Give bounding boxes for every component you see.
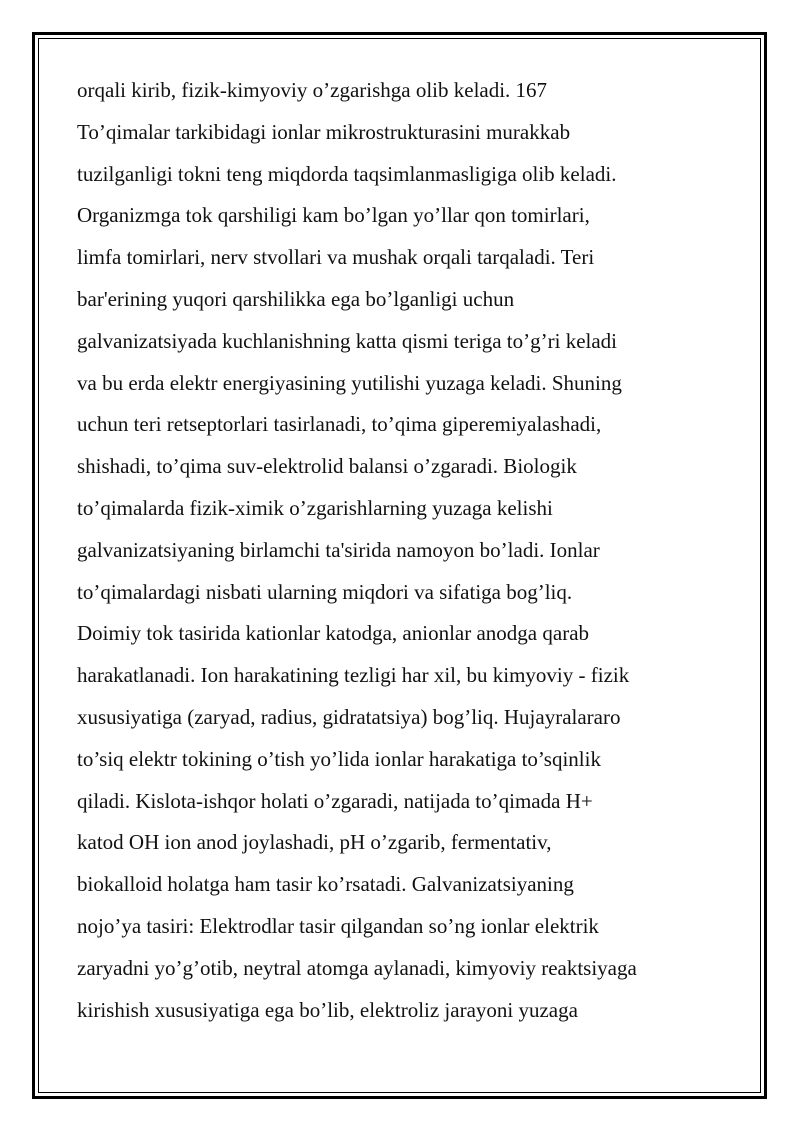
text-line: qiladi. Kislota-ishqor holati o’zgaradi, natijada to’qimada H+: [77, 788, 593, 813]
text-line: harakatlanadi. Ion harakatining tezligi har xil, bu kimyoviy - fizik: [77, 663, 630, 688]
text-line: zaryadni yo’g’otib, neytral atomga aylanadi, kimyoviy reaktsiyaga: [77, 955, 637, 980]
text-line: shishadi, to’qima suv-elektrolid balansi o’zgaradi. Biologik: [77, 454, 577, 479]
text-line: orqali kirib, fizik-kimyoviy o’zgarishga olib keladi. 167: [77, 78, 548, 102]
text-line: To’qimalar tarkibidagi ionlar mikrostrukturasini murakkab: [77, 119, 571, 144]
text-line: katod OH ion anod joylashadi, pH o’zgarib, fermentativ,: [77, 830, 552, 855]
text-line: xususiyatiga (zaryad, radius, gidratatsiya) bog’liq. Hujayralararo: [77, 704, 621, 729]
text-line: tuzilganligi tokni teng miqdorda taqsimlanmasligiga olib keladi.: [77, 161, 617, 186]
text-line: to’qimalardagi nisbati ularning miqdori va sifatiga bog’liq.: [77, 579, 573, 604]
text-line: galvanizatsiyada kuchlanishning katta qismi teriga to’g’ri keladi: [77, 328, 618, 353]
text-line: Doimiy tok tasirida kationlar katodga, anionlar anodga qarab: [77, 621, 590, 646]
text-line: va bu erda elektr energiyasining yutilishi yuzaga keladi. Shuning: [77, 370, 622, 395]
text-line: to’qimalarda fizik-ximik o’zgarishlarning yuzaga kelishi: [77, 495, 553, 520]
text-line: limfa tomirlari, nerv stvollari va mushak orqali tarqaladi. Teri: [77, 245, 595, 270]
text-line: to’siq elektr tokining o’tish yo’lida ionlar harakatiga to’sqinlik: [77, 746, 601, 771]
text-line: galvanizatsiyaning birlamchi ta'sirida namoyon bo’ladi. Ionlar: [77, 537, 600, 562]
text-line: Organizmga tok qarshiligi kam bo’lgan yo’llar qon tomirlari,: [77, 203, 590, 228]
text-line: nojo’ya tasiri: Elektrodlar tasir qilgandan so’ng ionlar elektrik: [77, 913, 599, 938]
body-text: [77, 74, 737, 1035]
text-line: kirishish xususiyatiga ega bo’lib, elektroliz jarayoni yuzaga: [77, 997, 578, 1022]
text-line: uchun teri retseptorlari tasirlanadi, to’qima giperemiyalashadi,: [77, 412, 602, 437]
text-line: bar'erining yuqori qarshilikka ega bo’lganligi uchun: [77, 286, 515, 311]
text-line: biokalloid holatga ham tasir ko’rsatadi. Galvanizatsiyaning: [77, 872, 574, 897]
